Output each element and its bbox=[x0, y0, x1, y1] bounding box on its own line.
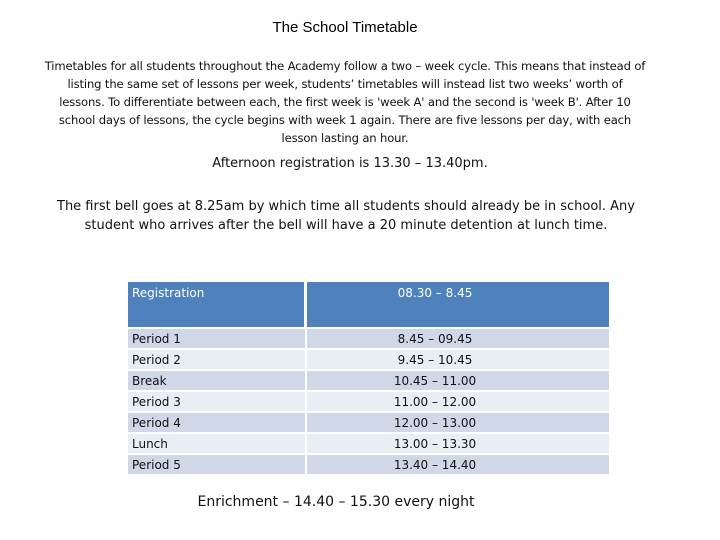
row-label: Break bbox=[128, 371, 305, 390]
table-row bbox=[128, 434, 609, 453]
timetable-table bbox=[126, 280, 611, 476]
row-time: 8.45 – 09.45 bbox=[307, 329, 609, 348]
intro-paragraph: Timetables for all students throughout the Academy follow a two – week cycle. This means that instead of listing the same set of lessons per week, students’ timetables will instead list two weeks’ worth of lessons. To differentiate between each, the first week is 'week A' and the second is 'week B'. After 10 school days of lessons, the cycle begins with week 1 again. There are five lessons per day, with each lesson lasting an hour. bbox=[44, 59, 646, 145]
row-label: Period 3 bbox=[128, 392, 305, 411]
timetable-header-label: Registration bbox=[128, 282, 305, 327]
row-time: 10.45 – 11.00 bbox=[307, 371, 609, 390]
table-row bbox=[128, 371, 609, 390]
table-row bbox=[128, 455, 609, 474]
table-row bbox=[128, 329, 609, 348]
row-time: 9.45 – 10.45 bbox=[307, 350, 609, 369]
row-label: Period 2 bbox=[128, 350, 305, 369]
row-time: 12.00 – 13.00 bbox=[307, 413, 609, 432]
timetable-header-row bbox=[128, 282, 609, 327]
table-row bbox=[128, 392, 609, 411]
table-row bbox=[128, 350, 609, 369]
row-time: 13.40 – 14.40 bbox=[307, 455, 609, 474]
page-title: The School Timetable bbox=[272, 19, 418, 36]
row-label: Lunch bbox=[128, 434, 305, 453]
row-label: Period 4 bbox=[128, 413, 305, 432]
first-bell-note: The first bell goes at 8.25am by which time all students should already be in school. Any student who arrives after the bell will have a 20 minute detention at lunch time. bbox=[57, 199, 635, 233]
row-label: Period 1 bbox=[128, 329, 305, 348]
row-label: Period 5 bbox=[128, 455, 305, 474]
row-time: 13.00 – 13.30 bbox=[307, 434, 609, 453]
table-row bbox=[128, 413, 609, 432]
enrichment-note: Enrichment – 14.40 – 15.30 every night bbox=[197, 494, 475, 510]
afternoon-registration-note: Afternoon registration is 13.30 – 13.40pm. bbox=[212, 156, 488, 171]
row-time: 11.00 – 12.00 bbox=[307, 392, 609, 411]
timetable-header-time: 08.30 – 8.45 bbox=[307, 282, 609, 327]
